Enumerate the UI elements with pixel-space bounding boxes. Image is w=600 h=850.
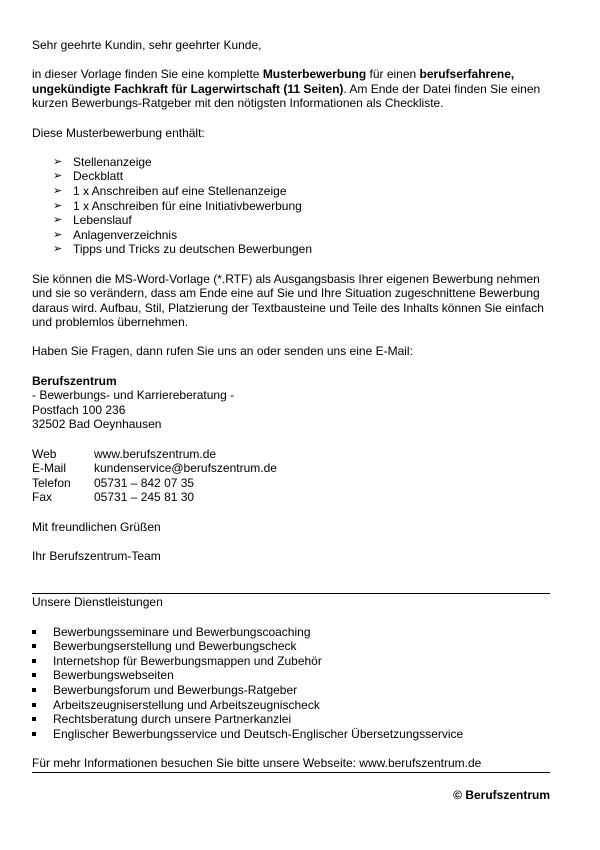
- company-name: Berufszentrum: [32, 373, 117, 388]
- more-info: Für mehr Informationen besuchen Sie bitte unsere Webseite: www.berufszentrum.de: [32, 755, 482, 770]
- list-item: ➢ Lebenslauf: [53, 213, 132, 228]
- divider: [32, 593, 550, 594]
- contents-heading: Diese Musterbewerbung enthält:: [32, 125, 205, 140]
- team-signature: Ihr Berufszentrum-Team: [32, 548, 161, 563]
- address-line: Postfach 100 236: [32, 402, 126, 417]
- services-heading: Unsere Dienstleistungen: [32, 595, 163, 610]
- arrow-bullet-icon: ➢: [53, 214, 63, 227]
- list-item: ➢ 1 x Anschreiben auf eine Stellenanzeige: [53, 183, 287, 198]
- contact-row-web: Web www.berufszentrum.de: [32, 447, 277, 462]
- intro-text-3: . Am Ende der Datei finden Sie einen kurzen Bewerbungs-Ratgeber mit den nötigsten Informationen als Checkliste.: [32, 81, 541, 111]
- usage-paragraph: Sie können die MS-Word-Vorlage (*.RTF) als Ausgangsbasis Ihrer eigenen Bewerbung nehmen und sie so verändern, dass am Ende eine auf Sie und Ihre Situation zugeschnittene Bewerbung daraus wird. Aufbau, Stil, Platzierung der Textbausteine und Teile des Inhalts können Sie einfach und problemlos übernehmen.: [32, 271, 544, 330]
- greeting: Sehr geehrte Kundin, sehr geehrter Kunde,: [32, 38, 262, 52]
- square-bullet-icon: [32, 673, 36, 677]
- list-item: Bewerbungserstellung und Bewerbungscheck: [32, 639, 552, 654]
- fax-value: 05731 – 245 81 30: [94, 490, 195, 505]
- address-line: - Bewerbungs- und Karriereberatung -: [32, 388, 235, 403]
- square-bullet-icon: [32, 644, 36, 648]
- list-item: Rechtsberatung durch unsere Partnerkanzlei: [32, 712, 552, 727]
- services-list: [32, 625, 552, 742]
- arrow-bullet-icon: ➢: [53, 228, 63, 241]
- contact-row-fax: Fax 05731 – 245 81 30: [32, 490, 277, 505]
- address-line: 32502 Bad Oeynhausen: [32, 417, 162, 432]
- list-item: ➢ Deckblatt: [53, 169, 124, 184]
- intro-bold-1: Musterbewerbung: [262, 67, 367, 82]
- list-item: ➢ 1 x Anschreiben für eine Initiativbewerbung: [53, 198, 302, 213]
- square-bullet-icon: [32, 717, 36, 721]
- list-item: Bewerbungsforum und Bewerbungs-Ratgeber: [32, 683, 552, 698]
- closing: Mit freundlichen Grüßen: [32, 519, 161, 534]
- square-bullet-icon: [32, 659, 36, 663]
- intro-paragraph: [32, 67, 552, 111]
- list-item: Englischer Bewerbungsservice und Deutsch-Englischer Übersetzungsservice: [32, 727, 552, 742]
- arrow-bullet-icon: ➢: [53, 199, 63, 212]
- list-item: ➢ Anlagenverzeichnis: [53, 227, 178, 242]
- list-item: ➢ Tipps und Tricks zu deutschen Bewerbungen: [53, 242, 313, 257]
- address-block: [32, 374, 552, 432]
- phone-value: 05731 – 842 07 35: [94, 475, 195, 490]
- arrow-bullet-icon: ➢: [53, 243, 63, 256]
- square-bullet-icon: [32, 703, 36, 707]
- arrow-bullet-icon: ➢: [53, 170, 63, 183]
- arrow-bullet-icon: ➢: [53, 184, 63, 197]
- contents-list: [32, 155, 552, 257]
- contact-row-phone: Telefon 05731 – 842 07 35: [32, 476, 277, 491]
- square-bullet-icon: [32, 630, 36, 634]
- contact-row-email: E-Mail kundenservice@berufszentrum.de: [32, 461, 277, 476]
- intro-text-1: in dieser Vorlage finden Sie eine komplette: [32, 67, 263, 82]
- document-page: [32, 38, 552, 802]
- list-item: ➢ Stellenanzeige: [53, 154, 152, 169]
- square-bullet-icon: [32, 732, 36, 736]
- contact-table: [32, 447, 277, 505]
- copyright: © Berufszentrum: [453, 787, 550, 802]
- list-item: Bewerbungsseminare und Bewerbungscoaching: [32, 625, 552, 640]
- list-item: Internetshop für Bewerbungsmappen und Zubehör: [32, 654, 552, 669]
- email-link[interactable]: kundenservice@berufszentrum.de: [94, 461, 277, 476]
- intro-text-2: für einen: [366, 67, 420, 82]
- square-bullet-icon: [32, 688, 36, 692]
- list-item: Arbeitszeugniserstellung und Arbeitszeugnischeck: [32, 698, 552, 713]
- arrow-bullet-icon: ➢: [53, 155, 63, 168]
- intro-bold-2: berufserfahrene, ungekündigte Fachkraft für Lagerwirtschaft (11 Seiten): [32, 67, 515, 96]
- questions-paragraph: Haben Sie Fragen, dann rufen Sie uns an oder senden uns eine E-Mail:: [32, 344, 413, 359]
- list-item: Bewerbungswebseiten: [32, 668, 552, 683]
- website-link[interactable]: www.berufszentrum.de: [94, 446, 217, 461]
